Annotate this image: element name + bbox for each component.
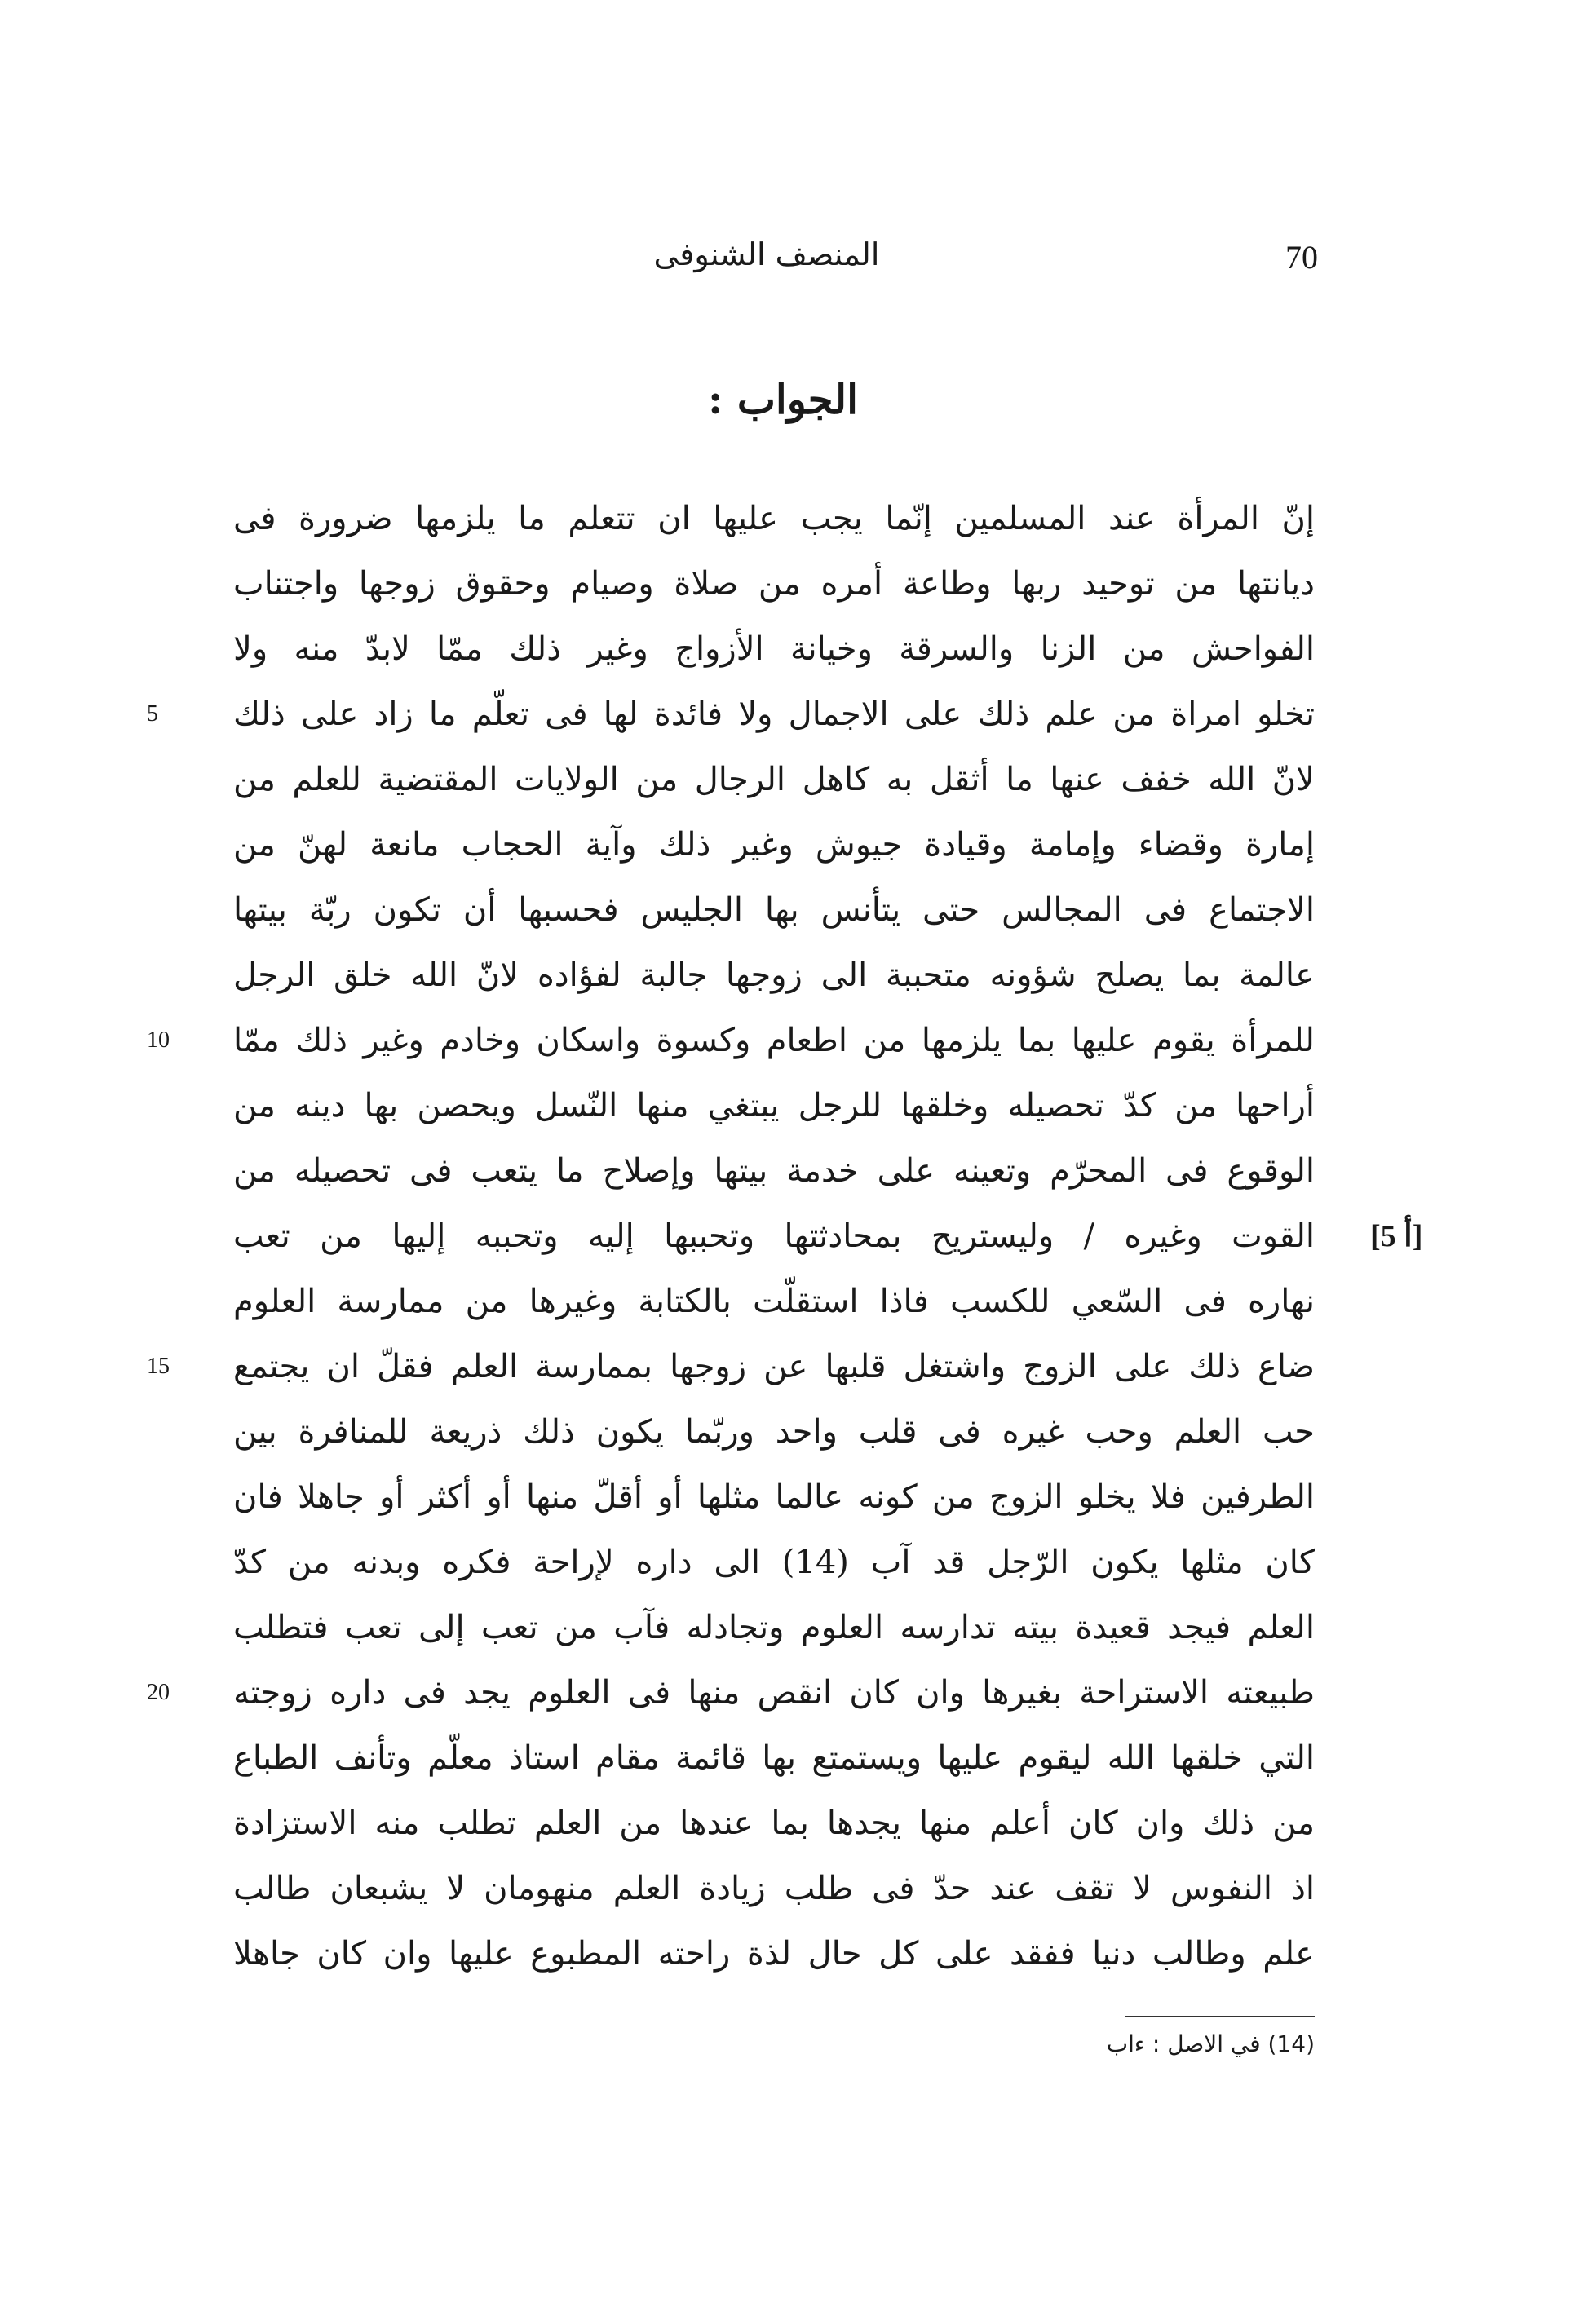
text-line: أراحها من كدّ تحصيله وخلقها للرجل يبتغي منها النّسل ويحصن بها دينه من [233,1087,1315,1124]
text-line: عالمة بما يصلح شؤونه متحببة الى زوجها جالبة لفؤاده لانّ الله خلق الرجل [233,957,1315,994]
text-line: طبيعته الاستراحة بغيرها وان كان انقص منها فى العلوم يجد فى داره زوجته [233,1674,1315,1712]
line-number: 10 [147,1027,170,1053]
text-line: تخلو امراة من علم ذلك على الاجمال ولا فائدة لها فى تعلّم ما زاد على ذلك [233,696,1315,733]
text-line: الطرفين فلا يخلو الزوج من كونه عالما مثلها أو أقلّ منها أو أكثر أو جاهلا فان [233,1478,1315,1516]
text-line: ضاع ذلك على الزوج واشتغل قلبها عن زوجها بممارسة العلم فقلّ ان يجتمع [233,1348,1315,1385]
text-line: حب العلم وحب غيره فى قلب واحد وربّما يكون ذلك ذريعة للمنافرة بين [233,1413,1315,1451]
text-line: نهاره فى السّعي للكسب فاذا استقلّت بالكتابة وغيرها من ممارسة العلوم [233,1283,1315,1320]
text-line: من ذلك وان كان أعلم منها يجدها بما عندها من العلم تطلب منه الاستزادة [233,1805,1315,1842]
text-line: ديانتها من توحيد ربها وطاعة أمره من صلاة وصيام وحقوق زوجها واجتناب [233,565,1315,603]
line-number: 5 [147,701,158,727]
text-line: العلم فيجد قعيدة بيته تدارسه العلوم وتجادله فآب من تعب إلى تعب فتطلب [233,1609,1315,1646]
text-line: الوقوع فى المحرّم وتعينه على خدمة بيتها وإصلاح ما يتعب فى تحصيله من [233,1152,1315,1190]
text-line: للمرأة يقوم عليها بما يلزمها من اطعام وكسوة واسكان وخادم وغير ذلك ممّا [233,1022,1315,1059]
text-line: التي خلقها الله ليقوم عليها ويستمتع بها قائمة مقام استاذ معلّم وتأنف الطباع [233,1739,1315,1777]
text-line: الفواحش من الزنا والسرقة وخيانة الأزواج وغير ذلك ممّا لابدّ منه ولا [233,630,1315,668]
folio-mark: [5 أ] [1370,1219,1423,1253]
running-head: المنصف الشنوفى [653,236,880,272]
section-heading: الجواب : [707,375,859,423]
footnote-divider [1125,2016,1315,2017]
text-line: اذ النفوس لا تقف عند حدّ فى طلب زيادة العلم منهومان لا يشبعان طالب [233,1870,1315,1907]
text-line: لانّ الله خفف عنها ما أثقل به كاهل الرجال من الولايات المقتضية للعلم من [233,761,1315,798]
text-line: إنّ المرأة عند المسلمين إنّما يجب عليها ان تتعلم ما يلزمها ضرورة فى [233,500,1315,537]
text-line: القوت وغيره / وليستريح بمحادثتها وتحببها إليه وتحببه إليها من تعب [233,1217,1315,1255]
footnote: (14) في الاصل : ءاب [1106,2030,1315,2057]
text-line: إمارة وقضاء وإمامة وقيادة جيوش وغير ذلك وآية الحجاب مانعة لهنّ من [233,826,1315,864]
text-line: علم وطالب دنيا ففقد على كل حال لذة راحته المطبوع عليها وان كان جاهلا [233,1935,1315,1973]
text-line: الاجتماع فى المجالس حتى يتأنس بها الجليس فحسبها أن تكون ربّة بيتها [233,891,1315,929]
text-line: كان مثلها يكون الرّجل قد آب (14) الى داره لإراحة فكره وبدنه من كدّ [233,1544,1315,1581]
page-number: 70 [1285,239,1318,276]
line-number: 15 [147,1354,170,1379]
line-number: 20 [147,1680,170,1705]
